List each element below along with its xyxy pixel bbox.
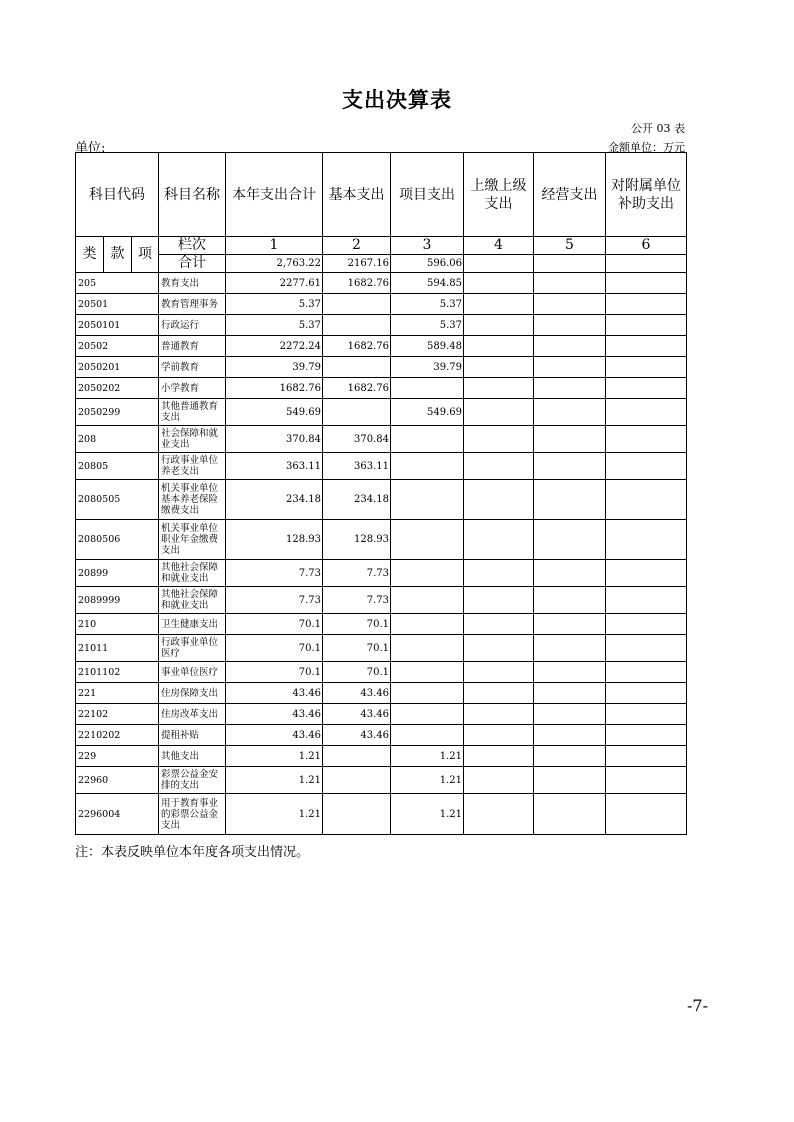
name-cell: 住房保障支出	[159, 683, 226, 704]
header-lei: 类	[76, 237, 104, 273]
total-amount-cell: 70.1	[226, 662, 323, 683]
basic-amount-cell: 128.93	[323, 520, 391, 560]
table-row	[76, 635, 687, 662]
project-amount-cell	[391, 587, 464, 614]
basic-amount-cell: 1682.76	[323, 378, 391, 399]
total-amount-cell: 549.69	[226, 399, 323, 426]
header-remit-superior: 上缴上级支出	[464, 153, 534, 237]
name-cell: 其他普通教育支出	[159, 399, 226, 426]
table-row	[76, 378, 687, 399]
total-amount-cell: 43.46	[226, 704, 323, 725]
name-cell: 机关事业单位基本养老保险缴费支出	[159, 480, 226, 520]
project-amount-cell	[391, 725, 464, 746]
remit-amount-cell	[464, 378, 534, 399]
name-cell: 学前教育	[159, 357, 226, 378]
total-cell	[606, 255, 687, 273]
col-number: 1	[226, 237, 323, 255]
form-number: 公开 03 表	[631, 122, 685, 135]
subsidy-amount-cell	[606, 294, 687, 315]
code-cell: 2050299	[76, 399, 159, 426]
code-cell: 2296004	[76, 794, 159, 835]
remit-amount-cell	[464, 725, 534, 746]
name-cell: 教育支出	[159, 273, 226, 294]
basic-amount-cell: 43.46	[323, 725, 391, 746]
basic-amount-cell: 43.46	[323, 683, 391, 704]
total-amount-cell: 5.37	[226, 294, 323, 315]
total-amount-cell: 370.84	[226, 426, 323, 453]
table-row	[76, 662, 687, 683]
basic-amount-cell	[323, 746, 391, 767]
total-amount-cell: 1.21	[226, 794, 323, 835]
table-row	[76, 315, 687, 336]
project-amount-cell	[391, 560, 464, 587]
remit-amount-cell	[464, 794, 534, 835]
project-amount-cell: 5.37	[391, 294, 464, 315]
project-amount-cell	[391, 453, 464, 480]
header-name: 科目名称	[159, 153, 226, 237]
operating-amount-cell	[534, 704, 606, 725]
remit-amount-cell	[464, 399, 534, 426]
code-cell: 2089999	[76, 587, 159, 614]
operating-amount-cell	[534, 614, 606, 635]
basic-amount-cell: 1682.76	[323, 273, 391, 294]
code-cell: 22102	[76, 704, 159, 725]
code-cell: 2050101	[76, 315, 159, 336]
table-row	[76, 767, 687, 794]
subsidy-amount-cell	[606, 273, 687, 294]
project-amount-cell: 594.85	[391, 273, 464, 294]
operating-amount-cell	[534, 683, 606, 704]
subsidy-amount-cell	[606, 662, 687, 683]
operating-amount-cell	[534, 746, 606, 767]
code-cell: 208	[76, 426, 159, 453]
header-project: 项目支出	[391, 153, 464, 237]
name-cell: 社会保障和就业支出	[159, 426, 226, 453]
code-cell: 205	[76, 273, 159, 294]
name-cell: 教育管理事务	[159, 294, 226, 315]
table-row	[76, 294, 687, 315]
remit-amount-cell	[464, 357, 534, 378]
basic-amount-cell: 43.46	[323, 704, 391, 725]
table-row	[76, 704, 687, 725]
basic-amount-cell: 234.18	[323, 480, 391, 520]
basic-amount-cell: 7.73	[323, 560, 391, 587]
amount-unit: 金额单位：万元	[608, 141, 685, 154]
project-amount-cell	[391, 614, 464, 635]
code-cell: 2210202	[76, 725, 159, 746]
subsidy-amount-cell	[606, 794, 687, 835]
total-amount-cell: 363.11	[226, 453, 323, 480]
operating-amount-cell	[534, 635, 606, 662]
operating-amount-cell	[534, 336, 606, 357]
total-amount-cell: 70.1	[226, 614, 323, 635]
remit-amount-cell	[464, 315, 534, 336]
name-cell: 机关事业单位职业年金缴费支出	[159, 520, 226, 560]
code-cell: 2050201	[76, 357, 159, 378]
code-cell: 2080506	[76, 520, 159, 560]
table-row	[76, 273, 687, 294]
header-lanci: 栏次	[159, 237, 226, 255]
code-cell: 2050202	[76, 378, 159, 399]
expenditure-table	[75, 152, 687, 835]
operating-amount-cell	[534, 453, 606, 480]
operating-amount-cell	[534, 794, 606, 835]
code-cell: 20501	[76, 294, 159, 315]
total-amount-cell: 7.73	[226, 560, 323, 587]
code-cell: 20502	[76, 336, 159, 357]
operating-amount-cell	[534, 520, 606, 560]
total-amount-cell: 1.21	[226, 767, 323, 794]
header-kuan: 款	[104, 237, 132, 273]
total-amount-cell: 5.37	[226, 315, 323, 336]
remit-amount-cell	[464, 662, 534, 683]
remit-amount-cell	[464, 587, 534, 614]
name-cell: 用于教育事业的彩票公益金支出	[159, 794, 226, 835]
table-row	[76, 794, 687, 835]
subsidy-amount-cell	[606, 704, 687, 725]
table-row	[76, 426, 687, 453]
name-cell: 其他支出	[159, 746, 226, 767]
remit-amount-cell	[464, 614, 534, 635]
header-heji: 合计	[159, 255, 226, 273]
subsidy-amount-cell	[606, 480, 687, 520]
remit-amount-cell	[464, 683, 534, 704]
total-amount-cell: 1682.76	[226, 378, 323, 399]
basic-amount-cell: 70.1	[323, 662, 391, 683]
code-cell: 221	[76, 683, 159, 704]
remit-amount-cell	[464, 453, 534, 480]
total-amount-cell: 39.79	[226, 357, 323, 378]
project-amount-cell: 1.21	[391, 746, 464, 767]
operating-amount-cell	[534, 273, 606, 294]
col-number: 5	[534, 237, 606, 255]
project-amount-cell: 589.48	[391, 336, 464, 357]
operating-amount-cell	[534, 662, 606, 683]
total-cell: 596.06	[391, 255, 464, 273]
remit-amount-cell	[464, 336, 534, 357]
basic-amount-cell	[323, 767, 391, 794]
col-number: 4	[464, 237, 534, 255]
project-amount-cell	[391, 378, 464, 399]
page-title: 支出决算表	[342, 87, 452, 112]
subsidy-amount-cell	[606, 399, 687, 426]
project-amount-cell	[391, 520, 464, 560]
basic-amount-cell: 70.1	[323, 614, 391, 635]
name-cell: 小学教育	[159, 378, 226, 399]
subsidy-amount-cell	[606, 725, 687, 746]
total-amount-cell: 70.1	[226, 635, 323, 662]
subsidy-amount-cell	[606, 426, 687, 453]
code-cell: 20805	[76, 453, 159, 480]
basic-amount-cell: 363.11	[323, 453, 391, 480]
remit-amount-cell	[464, 520, 534, 560]
basic-amount-cell: 7.73	[323, 587, 391, 614]
operating-amount-cell	[534, 560, 606, 587]
total-amount-cell: 234.18	[226, 480, 323, 520]
name-cell: 住房改革支出	[159, 704, 226, 725]
subsidy-amount-cell	[606, 315, 687, 336]
subsidy-amount-cell	[606, 614, 687, 635]
project-amount-cell	[391, 704, 464, 725]
name-cell: 行政运行	[159, 315, 226, 336]
total-amount-cell: 43.46	[226, 725, 323, 746]
basic-amount-cell	[323, 399, 391, 426]
header-code: 科目代码	[76, 153, 159, 237]
table-row	[76, 453, 687, 480]
operating-amount-cell	[534, 399, 606, 426]
project-amount-cell	[391, 480, 464, 520]
basic-amount-cell: 370.84	[323, 426, 391, 453]
remit-amount-cell	[464, 767, 534, 794]
project-amount-cell: 549.69	[391, 399, 464, 426]
project-amount-cell: 1.21	[391, 767, 464, 794]
col-number: 6	[606, 237, 687, 255]
code-cell: 22960	[76, 767, 159, 794]
subsidy-amount-cell	[606, 635, 687, 662]
table-row	[76, 560, 687, 587]
project-amount-cell	[391, 635, 464, 662]
project-amount-cell	[391, 683, 464, 704]
project-amount-cell: 1.21	[391, 794, 464, 835]
remit-amount-cell	[464, 560, 534, 587]
table-row	[76, 357, 687, 378]
remit-amount-cell	[464, 294, 534, 315]
subsidy-amount-cell	[606, 378, 687, 399]
operating-amount-cell	[534, 357, 606, 378]
name-cell: 事业单位医疗	[159, 662, 226, 683]
header-total: 本年支出合计	[226, 153, 323, 237]
code-cell: 210	[76, 614, 159, 635]
remit-amount-cell	[464, 635, 534, 662]
header-xiang: 项	[132, 237, 159, 273]
name-cell: 彩票公益金安排的支出	[159, 767, 226, 794]
table-row	[76, 399, 687, 426]
basic-amount-cell	[323, 315, 391, 336]
table-row	[76, 683, 687, 704]
subsidy-amount-cell	[606, 683, 687, 704]
code-cell: 229	[76, 746, 159, 767]
operating-amount-cell	[534, 767, 606, 794]
operating-amount-cell	[534, 378, 606, 399]
subsidy-amount-cell	[606, 520, 687, 560]
name-cell: 其他社会保障和就业支出	[159, 587, 226, 614]
project-amount-cell	[391, 426, 464, 453]
total-amount-cell: 7.73	[226, 587, 323, 614]
name-cell: 其他社会保障和就业支出	[159, 560, 226, 587]
page-number: -7-	[687, 996, 708, 1015]
header-basic: 基本支出	[323, 153, 391, 237]
col-number: 2	[323, 237, 391, 255]
table-row	[76, 336, 687, 357]
name-cell: 提租补贴	[159, 725, 226, 746]
header-operating: 经营支出	[534, 153, 606, 237]
subsidy-amount-cell	[606, 560, 687, 587]
table-row	[76, 480, 687, 520]
remit-amount-cell	[464, 704, 534, 725]
code-cell: 2080505	[76, 480, 159, 520]
name-cell: 普通教育	[159, 336, 226, 357]
name-cell: 行政事业单位养老支出	[159, 453, 226, 480]
operating-amount-cell	[534, 480, 606, 520]
operating-amount-cell	[534, 426, 606, 453]
total-cell	[464, 255, 534, 273]
operating-amount-cell	[534, 587, 606, 614]
subsidy-amount-cell	[606, 357, 687, 378]
total-cell	[534, 255, 606, 273]
subsidy-amount-cell	[606, 453, 687, 480]
total-amount-cell: 2277.61	[226, 273, 323, 294]
total-cell: 2,763.22	[226, 255, 323, 273]
col-number: 3	[391, 237, 464, 255]
project-amount-cell: 39.79	[391, 357, 464, 378]
table-row	[76, 587, 687, 614]
remit-amount-cell	[464, 746, 534, 767]
total-cell: 2167.16	[323, 255, 391, 273]
header-subsidy: 对附属单位补助支出	[606, 153, 687, 237]
basic-amount-cell	[323, 794, 391, 835]
name-cell: 卫生健康支出	[159, 614, 226, 635]
basic-amount-cell	[323, 357, 391, 378]
project-amount-cell: 5.37	[391, 315, 464, 336]
basic-amount-cell: 1682.76	[323, 336, 391, 357]
code-cell: 2101102	[76, 662, 159, 683]
table-row	[76, 614, 687, 635]
total-amount-cell: 43.46	[226, 683, 323, 704]
total-amount-cell: 128.93	[226, 520, 323, 560]
operating-amount-cell	[534, 294, 606, 315]
subsidy-amount-cell	[606, 336, 687, 357]
operating-amount-cell	[534, 725, 606, 746]
basic-amount-cell: 70.1	[323, 635, 391, 662]
code-cell: 20899	[76, 560, 159, 587]
total-amount-cell: 1.21	[226, 746, 323, 767]
basic-amount-cell	[323, 294, 391, 315]
name-cell: 行政事业单位医疗	[159, 635, 226, 662]
remit-amount-cell	[464, 426, 534, 453]
subsidy-amount-cell	[606, 746, 687, 767]
subsidy-amount-cell	[606, 587, 687, 614]
unit-label: 单位:	[75, 141, 106, 156]
table-note: 注：本表反映单位本年度各项支出情况。	[75, 845, 310, 860]
table-row	[76, 725, 687, 746]
operating-amount-cell	[534, 315, 606, 336]
remit-amount-cell	[464, 273, 534, 294]
table-row	[76, 746, 687, 767]
code-cell: 21011	[76, 635, 159, 662]
remit-amount-cell	[464, 480, 534, 520]
table-row	[76, 520, 687, 560]
project-amount-cell	[391, 662, 464, 683]
subsidy-amount-cell	[606, 767, 687, 794]
total-amount-cell: 2272.24	[226, 336, 323, 357]
